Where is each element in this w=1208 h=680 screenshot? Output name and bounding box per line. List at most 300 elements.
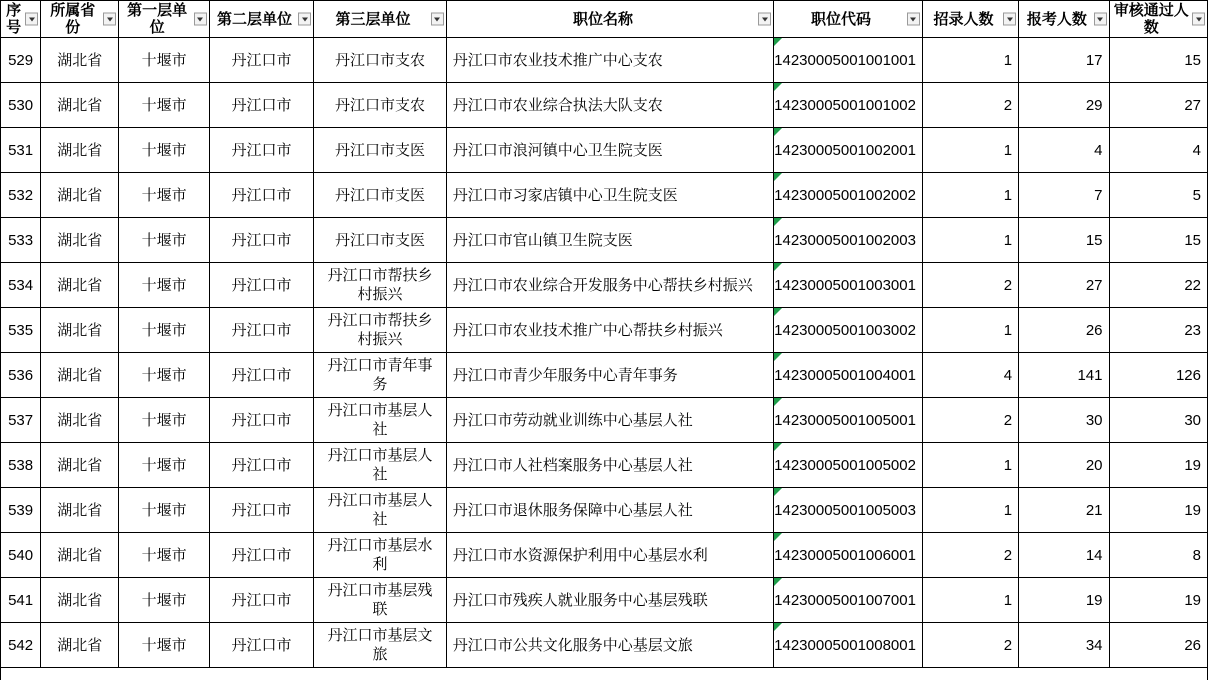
cell-apply-text: 19 bbox=[1085, 591, 1103, 609]
cell-seq[interactable] bbox=[1, 173, 41, 218]
cell-seq-text: 529 bbox=[8, 51, 34, 69]
cell-position[interactable] bbox=[446, 83, 773, 128]
table-row[interactable] bbox=[1, 128, 1208, 173]
table-body bbox=[1, 38, 1208, 668]
cell-level2-text: 丹江口市 bbox=[231, 141, 292, 159]
cell-level3[interactable] bbox=[314, 308, 447, 353]
cell-province[interactable] bbox=[41, 623, 119, 668]
table-row[interactable] bbox=[1, 488, 1208, 533]
cell-position-text: 丹江口市水资源保护利用中心基层水利 bbox=[452, 546, 708, 564]
cell-apply[interactable] bbox=[1019, 218, 1109, 263]
cell-pass-text: 30 bbox=[1184, 411, 1201, 429]
cell-level3[interactable] bbox=[314, 533, 447, 578]
cell-level2-text: 丹江口市 bbox=[231, 51, 292, 69]
cell-pass-text: 26 bbox=[1184, 636, 1201, 654]
column-header-label: 报考人数 bbox=[1026, 10, 1087, 28]
cell-position[interactable] bbox=[446, 128, 773, 173]
cell-position-text: 丹江口市农业技术推广中心支农 bbox=[452, 51, 663, 69]
cell-pass[interactable] bbox=[1109, 578, 1208, 623]
cell-apply[interactable] bbox=[1019, 83, 1109, 128]
cell-level2[interactable] bbox=[209, 353, 313, 398]
cell-pass[interactable] bbox=[1109, 488, 1208, 533]
cell-level1-text: 十堰市 bbox=[141, 636, 187, 654]
cell-level3[interactable] bbox=[314, 443, 447, 488]
filter-dropdown-icon[interactable] bbox=[298, 13, 311, 26]
cell-level3-text: 丹江口市帮扶乡村振兴 bbox=[327, 267, 433, 303]
cell-level1[interactable] bbox=[119, 128, 209, 173]
error-indicator-icon bbox=[774, 578, 782, 586]
cell-pass-text: 126 bbox=[1175, 366, 1201, 384]
column-header-label: 审核通过人数 bbox=[1113, 2, 1189, 36]
cell-code-text: 14230005001001001 bbox=[774, 51, 916, 69]
cell-seq[interactable] bbox=[1, 38, 41, 83]
cell-position-text: 丹江口市公共文化服务中心基层文旅 bbox=[452, 636, 693, 654]
cell-pass[interactable] bbox=[1109, 83, 1208, 128]
cell-hire-text: 2 bbox=[1003, 276, 1013, 294]
cell-seq-text: 536 bbox=[8, 366, 34, 384]
cell-level3[interactable] bbox=[314, 398, 447, 443]
cell-apply-text: 20 bbox=[1085, 456, 1103, 474]
cell-province[interactable] bbox=[41, 533, 119, 578]
cell-code-text: 14230005001004001 bbox=[774, 366, 916, 384]
cell-province[interactable] bbox=[41, 308, 119, 353]
table-row[interactable] bbox=[1, 263, 1208, 308]
cell-code[interactable] bbox=[774, 263, 923, 308]
cell-position[interactable] bbox=[446, 173, 773, 218]
filter-dropdown-icon[interactable] bbox=[1003, 13, 1016, 26]
cell-province-text: 湖北省 bbox=[57, 546, 103, 564]
cell-hire-text: 1 bbox=[1003, 501, 1013, 519]
cell-level3-text: 丹江口市支农 bbox=[335, 51, 426, 69]
cell-pass[interactable] bbox=[1109, 623, 1208, 668]
cell-level1[interactable] bbox=[119, 443, 209, 488]
cell-seq[interactable] bbox=[1, 218, 41, 263]
cell-hire-text: 1 bbox=[1003, 186, 1013, 204]
cell-code-text: 14230005001008001 bbox=[774, 636, 916, 654]
cell-seq-text: 542 bbox=[8, 636, 34, 654]
cell-province-text: 湖北省 bbox=[57, 186, 103, 204]
cell-province[interactable] bbox=[41, 578, 119, 623]
cell-level1-text: 十堰市 bbox=[141, 231, 187, 249]
cell-apply[interactable] bbox=[1019, 173, 1109, 218]
cell-level3[interactable] bbox=[314, 263, 447, 308]
cell-apply[interactable] bbox=[1019, 38, 1109, 83]
column-header-label: 招录人数 bbox=[933, 10, 994, 28]
cell-position-text: 丹江口市农业技术推广中心帮扶乡村振兴 bbox=[452, 321, 723, 339]
cell-pass[interactable] bbox=[1109, 443, 1208, 488]
cell-apply-text: 141 bbox=[1077, 366, 1103, 384]
cell-level3[interactable] bbox=[314, 488, 447, 533]
cell-hire[interactable] bbox=[922, 578, 1018, 623]
cell-level1-text: 十堰市 bbox=[141, 96, 187, 114]
cell-level2[interactable] bbox=[209, 488, 313, 533]
cell-apply[interactable] bbox=[1019, 128, 1109, 173]
cell-level2[interactable] bbox=[209, 218, 313, 263]
table-row[interactable] bbox=[1, 533, 1208, 578]
cell-level1[interactable] bbox=[119, 38, 209, 83]
cell-position[interactable] bbox=[446, 578, 773, 623]
filter-dropdown-icon[interactable] bbox=[1094, 13, 1107, 26]
cell-apply[interactable] bbox=[1019, 533, 1109, 578]
table-row[interactable] bbox=[1, 353, 1208, 398]
cell-level2-text: 丹江口市 bbox=[231, 591, 292, 609]
cell-pass-text: 5 bbox=[1192, 186, 1201, 204]
table-row[interactable] bbox=[1, 218, 1208, 263]
cell-seq[interactable] bbox=[1, 83, 41, 128]
cell-hire[interactable] bbox=[922, 173, 1018, 218]
cell-seq-text: 535 bbox=[8, 321, 34, 339]
cell-level1[interactable] bbox=[119, 173, 209, 218]
cell-pass-text: 23 bbox=[1184, 321, 1201, 339]
cell-hire[interactable] bbox=[922, 623, 1018, 668]
cell-code-text: 14230005001005003 bbox=[774, 501, 916, 519]
cell-seq[interactable] bbox=[1, 443, 41, 488]
cell-apply[interactable] bbox=[1019, 488, 1109, 533]
cell-province-text: 湖北省 bbox=[57, 636, 103, 654]
cell-seq[interactable] bbox=[1, 488, 41, 533]
error-indicator-icon bbox=[774, 443, 782, 451]
column-header-seq[interactable] bbox=[1, 1, 41, 38]
cell-seq-text: 538 bbox=[8, 456, 34, 474]
cell-code-text: 14230005001002001 bbox=[774, 141, 916, 159]
error-indicator-icon bbox=[774, 308, 782, 316]
cell-hire[interactable] bbox=[922, 308, 1018, 353]
table-row[interactable] bbox=[1, 308, 1208, 353]
column-header-level2[interactable] bbox=[209, 1, 313, 38]
table-row[interactable] bbox=[1, 38, 1208, 83]
cell-position-text: 丹江口市农业综合执法大队支农 bbox=[452, 96, 663, 114]
cell-hire-text: 1 bbox=[1003, 456, 1013, 474]
cell-pass[interactable] bbox=[1109, 353, 1208, 398]
filter-dropdown-icon[interactable] bbox=[907, 13, 920, 26]
cell-level2[interactable] bbox=[209, 83, 313, 128]
cell-pass-text: 27 bbox=[1184, 96, 1201, 114]
cell-code-text: 14230005001001002 bbox=[774, 96, 916, 114]
cell-level2-text: 丹江口市 bbox=[231, 276, 292, 294]
cell-level2[interactable] bbox=[209, 398, 313, 443]
table-row[interactable] bbox=[1, 398, 1208, 443]
cell-pass[interactable] bbox=[1109, 218, 1208, 263]
cell-province-text: 湖北省 bbox=[57, 276, 103, 294]
cell-level2-text: 丹江口市 bbox=[231, 546, 292, 564]
cell-position[interactable] bbox=[446, 218, 773, 263]
cell-province[interactable] bbox=[41, 398, 119, 443]
cell-code-text: 14230005001002003 bbox=[774, 231, 916, 249]
cell-level1-text: 十堰市 bbox=[141, 366, 187, 384]
cell-seq[interactable] bbox=[1, 263, 41, 308]
cell-code[interactable] bbox=[774, 443, 923, 488]
cell-pass-text: 15 bbox=[1184, 231, 1201, 249]
cell-position-text: 丹江口市浪河镇中心卫生院支医 bbox=[452, 141, 663, 159]
cell-apply[interactable] bbox=[1019, 263, 1109, 308]
cell-pass[interactable] bbox=[1109, 308, 1208, 353]
cell-apply[interactable] bbox=[1019, 623, 1109, 668]
cell-position[interactable] bbox=[446, 263, 773, 308]
column-header-level1[interactable] bbox=[119, 1, 209, 38]
column-header-level3[interactable] bbox=[314, 1, 447, 38]
column-header-label: 第一层单位 bbox=[127, 2, 188, 36]
table-row[interactable] bbox=[1, 443, 1208, 488]
cell-pass-text: 22 bbox=[1184, 276, 1201, 294]
cell-apply-text: 30 bbox=[1085, 411, 1103, 429]
cell-hire[interactable] bbox=[922, 398, 1018, 443]
cell-apply-text: 29 bbox=[1085, 96, 1103, 114]
cell-seq-text: 539 bbox=[8, 501, 34, 519]
cell-apply-text: 34 bbox=[1085, 636, 1103, 654]
cell-level1[interactable] bbox=[119, 533, 209, 578]
cell-code[interactable] bbox=[774, 308, 923, 353]
error-indicator-icon bbox=[774, 173, 782, 181]
cell-level3[interactable] bbox=[314, 623, 447, 668]
cell-province-text: 湖北省 bbox=[57, 411, 103, 429]
cell-hire-text: 1 bbox=[1003, 321, 1013, 339]
cell-level3[interactable] bbox=[314, 173, 447, 218]
cell-level2-text: 丹江口市 bbox=[231, 456, 292, 474]
cell-seq-text: 530 bbox=[8, 96, 34, 114]
cell-level2-text: 丹江口市 bbox=[231, 186, 292, 204]
cell-level2[interactable] bbox=[209, 308, 313, 353]
cell-position-text: 丹江口市残疾人就业服务中心基层残联 bbox=[452, 591, 708, 609]
cell-hire[interactable] bbox=[922, 38, 1018, 83]
cell-position-text: 丹江口市官山镇卫生院支医 bbox=[452, 231, 633, 249]
cell-province-text: 湖北省 bbox=[57, 456, 103, 474]
cell-apply-text: 14 bbox=[1085, 546, 1103, 564]
cell-province[interactable] bbox=[41, 83, 119, 128]
cell-level2[interactable] bbox=[209, 578, 313, 623]
filter-dropdown-icon[interactable] bbox=[431, 13, 444, 26]
cell-province[interactable] bbox=[41, 263, 119, 308]
filter-dropdown-icon[interactable] bbox=[1192, 13, 1205, 26]
cell-apply[interactable] bbox=[1019, 443, 1109, 488]
cell-code[interactable] bbox=[774, 83, 923, 128]
cell-pass-text: 19 bbox=[1184, 456, 1201, 474]
cell-level2[interactable] bbox=[209, 533, 313, 578]
cell-pass[interactable] bbox=[1109, 128, 1208, 173]
column-header-label: 所属省份 bbox=[50, 2, 96, 36]
cell-level1[interactable] bbox=[119, 353, 209, 398]
cell-pass[interactable] bbox=[1109, 533, 1208, 578]
cell-apply-text: 17 bbox=[1085, 51, 1103, 69]
cell-province-text: 湖北省 bbox=[57, 501, 103, 519]
cell-apply[interactable] bbox=[1019, 353, 1109, 398]
cell-level1[interactable] bbox=[119, 308, 209, 353]
cell-level2[interactable] bbox=[209, 128, 313, 173]
cell-province-text: 湖北省 bbox=[57, 231, 103, 249]
cell-code[interactable] bbox=[774, 398, 923, 443]
cell-level3[interactable] bbox=[314, 218, 447, 263]
cell-hire-text: 4 bbox=[1003, 366, 1013, 384]
cell-position[interactable] bbox=[446, 443, 773, 488]
cell-seq[interactable] bbox=[1, 578, 41, 623]
error-indicator-icon bbox=[774, 488, 782, 496]
filter-dropdown-icon[interactable] bbox=[758, 13, 771, 26]
cell-pass[interactable] bbox=[1109, 38, 1208, 83]
column-header-position[interactable] bbox=[446, 1, 773, 38]
cell-position-text: 丹江口市农业综合开发服务中心帮扶乡村振兴 bbox=[452, 276, 753, 294]
cell-level2[interactable] bbox=[209, 38, 313, 83]
cell-apply[interactable] bbox=[1019, 398, 1109, 443]
cell-level2-text: 丹江口市 bbox=[231, 636, 292, 654]
cell-code[interactable] bbox=[774, 623, 923, 668]
cell-province-text: 湖北省 bbox=[57, 321, 103, 339]
cell-hire[interactable] bbox=[922, 533, 1018, 578]
table-header-row bbox=[1, 1, 1208, 38]
filter-dropdown-icon[interactable] bbox=[25, 13, 38, 26]
cell-seq-text: 534 bbox=[8, 276, 34, 294]
cell-province-text: 湖北省 bbox=[57, 366, 103, 384]
table-row[interactable] bbox=[1, 173, 1208, 218]
error-indicator-icon bbox=[774, 533, 782, 541]
cell-level3-text: 丹江口市基层人社 bbox=[327, 447, 433, 483]
cell-hire[interactable] bbox=[922, 443, 1018, 488]
table-row[interactable] bbox=[1, 83, 1208, 128]
cell-apply-text: 26 bbox=[1085, 321, 1103, 339]
cell-pass[interactable] bbox=[1109, 398, 1208, 443]
cell-level3[interactable] bbox=[314, 38, 447, 83]
filter-dropdown-icon[interactable] bbox=[194, 13, 207, 26]
cell-hire-text: 1 bbox=[1003, 591, 1013, 609]
cell-level2[interactable] bbox=[209, 623, 313, 668]
cell-seq[interactable] bbox=[1, 128, 41, 173]
cell-seq-text: 532 bbox=[8, 186, 34, 204]
cell-position-text: 丹江口市劳动就业训练中心基层人社 bbox=[452, 411, 693, 429]
cell-seq[interactable] bbox=[1, 353, 41, 398]
cell-code[interactable] bbox=[774, 488, 923, 533]
cell-level3-text: 丹江口市支农 bbox=[335, 96, 426, 114]
cell-seq[interactable] bbox=[1, 398, 41, 443]
cell-level1-text: 十堰市 bbox=[141, 411, 187, 429]
column-header-label: 序号 bbox=[6, 2, 22, 36]
cell-apply-text: 4 bbox=[1094, 141, 1103, 159]
cell-code[interactable] bbox=[774, 533, 923, 578]
cell-apply[interactable] bbox=[1019, 308, 1109, 353]
cell-apply-text: 21 bbox=[1085, 501, 1103, 519]
cell-level3-text: 丹江口市基层残联 bbox=[327, 582, 433, 618]
cell-position[interactable] bbox=[446, 353, 773, 398]
column-header-code[interactable] bbox=[774, 1, 923, 38]
table-row[interactable] bbox=[1, 578, 1208, 623]
cell-level1-text: 十堰市 bbox=[141, 546, 187, 564]
cell-level1[interactable] bbox=[119, 578, 209, 623]
cell-position-text: 丹江口市习家店镇中心卫生院支医 bbox=[452, 186, 678, 204]
cell-level1-text: 十堰市 bbox=[141, 591, 187, 609]
cell-position[interactable] bbox=[446, 308, 773, 353]
cell-level1-text: 十堰市 bbox=[141, 456, 187, 474]
cell-province[interactable] bbox=[41, 218, 119, 263]
column-header-pass[interactable] bbox=[1109, 1, 1208, 38]
cell-position-text: 丹江口市人社档案服务中心基层人社 bbox=[452, 456, 693, 474]
cell-level1[interactable] bbox=[119, 398, 209, 443]
column-header-apply[interactable] bbox=[1019, 1, 1109, 38]
cell-code-text: 14230005001005002 bbox=[774, 456, 916, 474]
cell-position[interactable] bbox=[446, 623, 773, 668]
cell-seq[interactable] bbox=[1, 308, 41, 353]
column-header-hire[interactable] bbox=[922, 1, 1018, 38]
cell-hire[interactable] bbox=[922, 353, 1018, 398]
cell-pass-text: 4 bbox=[1192, 141, 1201, 159]
cell-hire[interactable] bbox=[922, 218, 1018, 263]
cell-hire[interactable] bbox=[922, 128, 1018, 173]
cell-seq[interactable] bbox=[1, 623, 41, 668]
cell-level1[interactable] bbox=[119, 623, 209, 668]
cell-level3-text: 丹江口市支医 bbox=[335, 186, 426, 204]
table-row[interactable] bbox=[1, 623, 1208, 668]
cell-province-text: 湖北省 bbox=[57, 591, 103, 609]
cell-code-text: 14230005001006001 bbox=[774, 546, 916, 564]
cell-province-text: 湖北省 bbox=[57, 96, 103, 114]
error-indicator-icon bbox=[774, 353, 782, 361]
cell-level2-text: 丹江口市 bbox=[231, 321, 292, 339]
error-indicator-icon bbox=[774, 83, 782, 91]
column-header-province[interactable] bbox=[41, 1, 119, 38]
cell-code[interactable] bbox=[774, 218, 923, 263]
cell-pass-text: 15 bbox=[1184, 51, 1201, 69]
cell-hire[interactable] bbox=[922, 83, 1018, 128]
cell-code[interactable] bbox=[774, 38, 923, 83]
cell-level3[interactable] bbox=[314, 353, 447, 398]
cell-code-text: 14230005001003001 bbox=[774, 276, 916, 294]
cell-pass-text: 19 bbox=[1184, 501, 1201, 519]
cell-province[interactable] bbox=[41, 353, 119, 398]
cell-code-text: 14230005001002002 bbox=[774, 186, 916, 204]
cell-code[interactable] bbox=[774, 353, 923, 398]
error-indicator-icon bbox=[774, 38, 782, 46]
cell-position[interactable] bbox=[446, 533, 773, 578]
cell-pass-text: 8 bbox=[1192, 546, 1201, 564]
cell-position[interactable] bbox=[446, 398, 773, 443]
cell-level2[interactable] bbox=[209, 443, 313, 488]
cell-level2-text: 丹江口市 bbox=[231, 411, 292, 429]
cell-hire[interactable] bbox=[922, 488, 1018, 533]
cell-hire-text: 2 bbox=[1003, 96, 1013, 114]
cell-hire[interactable] bbox=[922, 263, 1018, 308]
cell-level1-text: 十堰市 bbox=[141, 51, 187, 69]
cell-province[interactable] bbox=[41, 443, 119, 488]
cell-level1[interactable] bbox=[119, 218, 209, 263]
cell-seq[interactable] bbox=[1, 533, 41, 578]
cell-apply[interactable] bbox=[1019, 578, 1109, 623]
cell-level1[interactable] bbox=[119, 488, 209, 533]
cell-province[interactable] bbox=[41, 173, 119, 218]
filter-dropdown-icon[interactable] bbox=[103, 13, 116, 26]
column-header-label: 第二层单位 bbox=[217, 10, 293, 28]
cell-level2[interactable] bbox=[209, 173, 313, 218]
cell-province[interactable] bbox=[41, 128, 119, 173]
cell-code[interactable] bbox=[774, 578, 923, 623]
cell-province[interactable] bbox=[41, 38, 119, 83]
cell-level3[interactable] bbox=[314, 83, 447, 128]
cell-position[interactable] bbox=[446, 488, 773, 533]
cell-level2-text: 丹江口市 bbox=[231, 366, 292, 384]
cell-pass[interactable] bbox=[1109, 263, 1208, 308]
cell-level1[interactable] bbox=[119, 263, 209, 308]
cell-level3-text: 丹江口市基层人社 bbox=[327, 402, 433, 438]
cell-level3[interactable] bbox=[314, 578, 447, 623]
cell-level2[interactable] bbox=[209, 263, 313, 308]
cell-code[interactable] bbox=[774, 128, 923, 173]
cell-level1-text: 十堰市 bbox=[141, 276, 187, 294]
cell-apply-text: 7 bbox=[1094, 186, 1103, 204]
cell-province[interactable] bbox=[41, 488, 119, 533]
column-header-label: 职位代码 bbox=[810, 10, 871, 28]
cell-code[interactable] bbox=[774, 173, 923, 218]
cell-level1[interactable] bbox=[119, 83, 209, 128]
cell-pass[interactable] bbox=[1109, 173, 1208, 218]
cell-level3[interactable] bbox=[314, 128, 447, 173]
cell-position[interactable] bbox=[446, 38, 773, 83]
cell-level1-text: 十堰市 bbox=[141, 321, 187, 339]
error-indicator-icon bbox=[774, 398, 782, 406]
